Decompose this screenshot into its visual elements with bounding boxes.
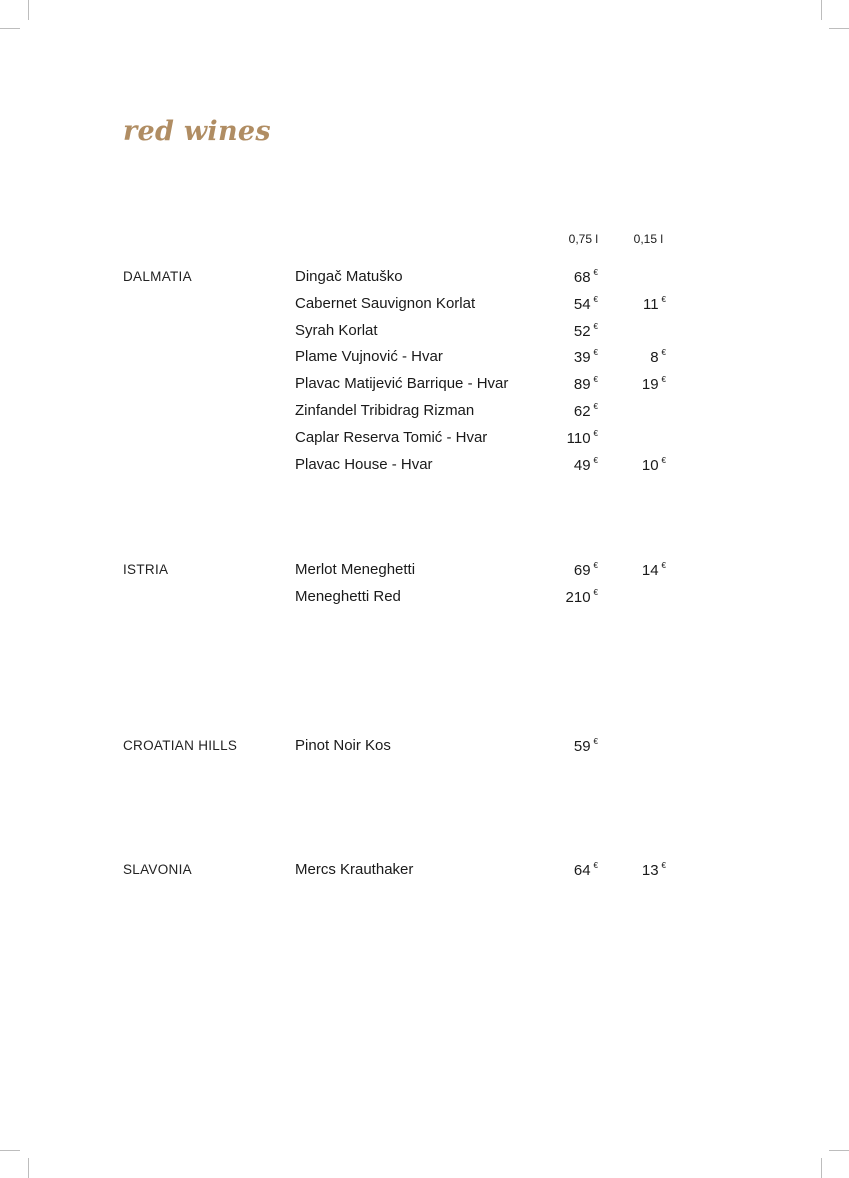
crop-mark	[0, 1150, 20, 1151]
euro-symbol: €	[593, 561, 598, 570]
bottle-price-value: 210	[565, 588, 591, 606]
wine-name: Caplar Reserva Tomić - Hvar	[295, 428, 488, 446]
bottle-price	[538, 322, 598, 340]
bottle-price	[538, 737, 598, 755]
bottle-price-value: 69	[573, 562, 591, 579]
bottle-price	[538, 375, 598, 393]
wine-row	[0, 268, 849, 295]
glass-price-value: 10	[641, 456, 659, 474]
euro-symbol: €	[593, 587, 598, 597]
wine-row	[0, 322, 849, 349]
glass-price	[606, 375, 666, 393]
euro-symbol: €	[661, 561, 666, 570]
euro-symbol: €	[593, 321, 598, 331]
bottle-price-value: 110	[566, 429, 591, 447]
region-heading: DALMATIA	[123, 269, 192, 284]
wine-name: Syrah Korlat	[295, 321, 378, 339]
euro-symbol: €	[661, 348, 666, 358]
wine-name: Mercs Krauthaker	[295, 861, 414, 878]
euro-symbol: €	[593, 861, 598, 870]
wine-row	[0, 456, 849, 483]
crop-mark	[28, 0, 29, 20]
wine-row	[0, 402, 849, 429]
euro-symbol: €	[593, 348, 598, 358]
euro-symbol: €	[593, 428, 598, 438]
glass-price	[606, 348, 666, 366]
region-heading: SLAVONIA	[123, 862, 192, 877]
crop-mark	[0, 28, 20, 29]
wine-row	[0, 375, 849, 402]
page-title: red wines	[123, 116, 271, 147]
wine-name: Meneghetti Red	[295, 587, 401, 605]
wine-name: Plavac Matijević Barrique - Hvar	[295, 375, 509, 393]
bottle-price	[538, 456, 598, 474]
crop-mark	[821, 0, 822, 20]
glass-price	[606, 456, 666, 474]
glass-price-value: 14	[641, 562, 659, 579]
euro-symbol: €	[661, 861, 666, 870]
wine-row	[0, 861, 849, 888]
crop-mark	[28, 1158, 29, 1178]
euro-symbol: €	[661, 455, 666, 465]
bottle-price-value: 89	[573, 376, 591, 394]
bottle-price	[538, 402, 598, 420]
glass-price-value: 19	[641, 376, 659, 394]
euro-symbol: €	[593, 375, 598, 385]
wine-row	[0, 561, 849, 588]
crop-mark	[829, 28, 849, 29]
bottle-price-value: 68	[573, 269, 591, 286]
bottle-price	[538, 295, 598, 313]
wine-name: Plame Vujnović - Hvar	[295, 348, 443, 366]
region-heading: ISTRIA	[123, 562, 169, 577]
wine-name: Merlot Meneghetti	[295, 561, 416, 578]
euro-symbol: €	[593, 402, 598, 411]
euro-symbol: €	[593, 268, 598, 277]
bottle-price-value: 39	[573, 349, 591, 367]
bottle-price	[538, 588, 598, 606]
euro-symbol: €	[593, 737, 598, 746]
bottle-price-value: 59	[573, 738, 591, 755]
region-heading: CROATIAN HILLS	[123, 738, 238, 753]
bottle-price-value: 49	[573, 456, 591, 474]
wine-row	[0, 429, 849, 456]
crop-mark	[829, 1150, 849, 1151]
bottle-price	[538, 561, 598, 579]
euro-symbol: €	[661, 294, 666, 304]
glass-price-value: 13	[641, 862, 659, 879]
glass-price-value: 8	[650, 349, 659, 367]
glass-price	[606, 861, 666, 879]
glass-price-value: 11	[642, 295, 659, 313]
euro-symbol: €	[593, 294, 598, 304]
bottle-price	[538, 429, 598, 447]
wine-name: Dingač Matuško	[295, 268, 403, 285]
euro-symbol: €	[593, 455, 598, 465]
wine-row	[0, 588, 849, 615]
bottle-size-header: 0,75 l	[568, 232, 598, 246]
wine-name: Plavac House - Hvar	[295, 455, 433, 473]
glass-price	[606, 561, 666, 579]
glass-size-header: 0,15 l	[633, 232, 663, 246]
wine-row	[0, 737, 849, 764]
bottle-price-value: 64	[573, 862, 591, 879]
glass-price	[606, 295, 666, 313]
wine-name: Cabernet Sauvignon Korlat	[295, 294, 476, 312]
bottle-price-value: 54	[573, 295, 591, 313]
bottle-price	[538, 861, 598, 879]
wine-name: Pinot Noir Kos	[295, 737, 391, 754]
bottle-price-value: 62	[573, 403, 591, 420]
wine-name: Zinfandel Tribidrag Rizman	[295, 402, 475, 419]
wine-row	[0, 295, 849, 322]
bottle-price	[538, 348, 598, 366]
crop-mark	[821, 1158, 822, 1178]
bottle-price	[538, 268, 598, 286]
euro-symbol: €	[661, 375, 666, 385]
wine-row	[0, 348, 849, 375]
bottle-price-value: 52	[573, 322, 591, 340]
